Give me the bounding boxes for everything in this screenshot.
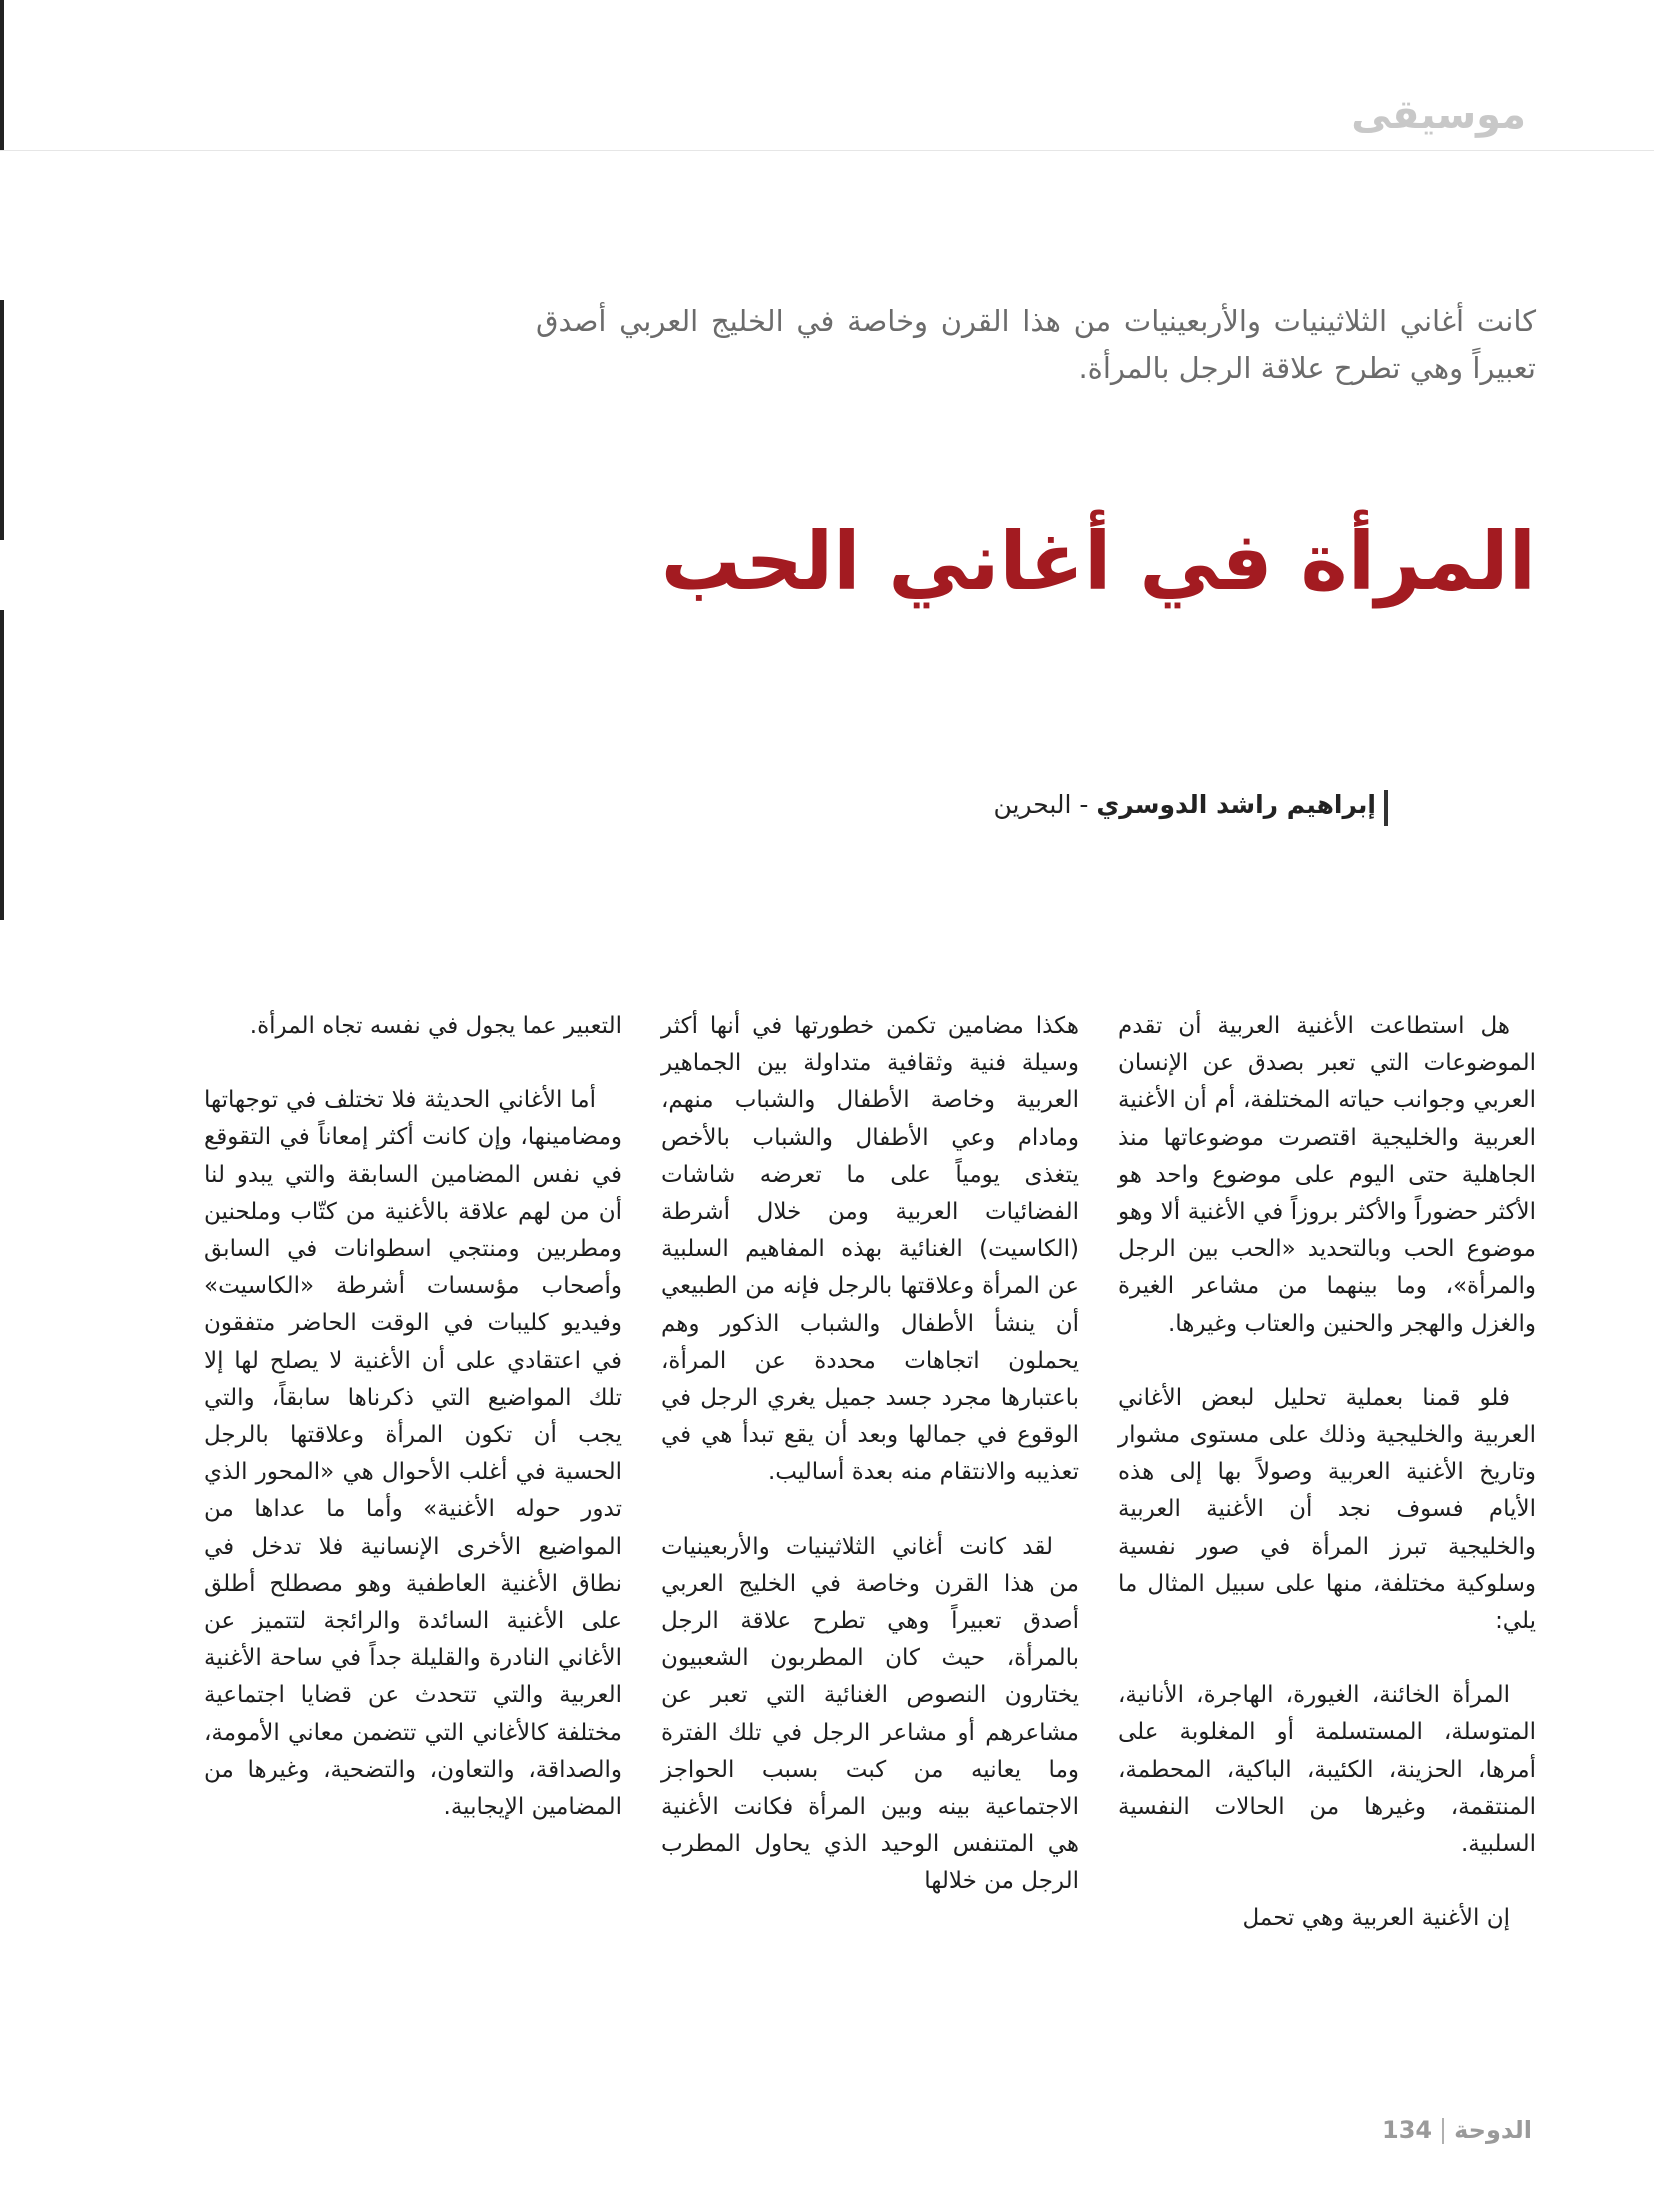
page-number: 134 <box>1382 2116 1433 2144</box>
paragraph: لقد كانت أغاني الثلاثينيات والأربعينيات من هذا القرن وخاصة في الخليج العربي أصدق تعبيراً وهي تطرح علاقة الرجل بالمرأة، حيث كان المطربون الشعبيون يختارون النصوص الغنائية التي تعبر عن مشاعرهم أو مشاعر الرجل في تلك الفترة وما يعانيه من كبت بسبب الحواجز الاجتماعية بينه وبين المرأة فكانت الأغنية هي المتنفس الوحيد الذي يحاول المطرب الرجل من خلالها <box>661 1533 1079 1895</box>
page-edge-bar <box>0 0 4 150</box>
footer-divider <box>1442 2118 1444 2144</box>
page-edge-bar <box>0 300 4 540</box>
article-title: المرأة في أغاني الحب <box>660 515 1536 608</box>
article-column-1 <box>1118 1008 1536 1974</box>
paragraph: هل استطاعت الأغنية العربية أن تقدم الموضوعات التي تعبر بصدق عن الإنسان العربي وجوانب حياته المختلفة، أم أن الأغنية العربية والخليجية اقتصرت موضوعاتها منذ الجاهلية حتى اليوم على موضوع واحد هو الأكثر حضوراً والأكثر بروزاً في الأغنية ألا وهو موضوع الحب وبالتحديد «الحب بين الرجل والمرأة»، وما بينهما من مشاعر الغيرة والغزل والهجر والحنين والعتاب وغيرها. <box>1118 1013 1536 1337</box>
article-standfirst: كانت أغاني الثلاثينيات والأربعينيات من هذا القرن وخاصة في الخليج العربي أصدق تعبيراً وهي تطرح علاقة الرجل بالمرأة. <box>536 304 1536 385</box>
magazine-name: الدوحة <box>1454 2116 1532 2144</box>
article-column-2 <box>661 1008 1079 1938</box>
page-footer <box>1382 2116 1532 2144</box>
paragraph: التعبير عما يجول في نفسه تجاه المرأة. <box>249 1013 622 1039</box>
paragraph: فلو قمنا بعملية تحليل لبعض الأغاني العربية والخليجية وذلك على مستوى مشوار وتاريخ الأغنية العربية وصولاً بها إلى هذه الأيام فسوف نجد أن الأغنية العربية والخليجية تبرز المرأة في صور نفسية وسلوكية مختلفة، منها على سبيل المثال ما يلي: <box>1118 1384 1536 1635</box>
paragraph: هكذا مضامين تكمن خطورتها في أنها أكثر وسيلة فنية وثقافية متداولة بين الجماهير العربية وخاصة الأطفال والشباب منهم، ومادام وعي الأطفال والشباب بالأخص يتغذى يومياً على ما تعرضه شاشات الفضائيات العربية ومن خلال أشرطة (الكاسيت) الغنائية بهذه المفاهيم السلبية عن المرأة وعلاقتها بالرجل فإنه من الطبيعي أن ينشأ الأطفال والشباب الذكور وهم يحملون اتجاهات محددة عن المرأة، باعتبارها مجرد جسد جميل يغري الرجل في الوقوع في جمالها وبعد أن يقع تبدأ هي في تعذيبه والانتقام منه بعدة أساليب. <box>661 1013 1079 1486</box>
section-label: موسيقى <box>1351 92 1526 138</box>
paragraph: المرأة الخائنة، الغيورة، الهاجرة، الأنانية، المتوسلة، المستسلمة أو المغلوبة على أمرها، الحزينة، الكئيبة، الباكية، المحطمة، المنتقمة، وغيرها من الحالات النفسية السلبية. <box>1118 1682 1536 1858</box>
article-column-3 <box>204 1008 622 1863</box>
paragraph: أما الأغاني الحديثة فلا تختلف في توجهاتها ومضامينها، وإن كانت أكثر إمعاناً في التقوقع في نفس المضامين السابقة والتي يبدو لنا أن من لهم علاقة بالأغنية من كتّاب وملحنين ومطربين ومنتجي اسطوانات في السابق وأصحاب مؤسسات أشرطة «الكاسيت» وفيديو كليبات في الوقت الحاضر متفقون في اعتقادي على أن الأغنية لا يصلح لها إلا تلك المواضيع التي ذكرناها سابقاً، والتي يجب أن تكون المرأة وعلاقتها بالرجل الحسية في أغلب الأحوال هي «المحور الذي تدور حوله الأغنية» وأما ما عداها من المواضيع الأخرى الإنسانية فلا تدخل في نطاق الأغنية العاطفية وهو مصطلح أطلق على الأغنية السائدة والرائجة لتتميز عن الأغاني النادرة والقليلة جداً في ساحة الأغنية العربية والتي تتحدث عن قضايا اجتماعية مختلفة كالأغاني التي تتضمن معاني الأمومة، والصداقة، والتعاون، والتضحية، وغيرها من المضامين الإيجابية. <box>204 1087 622 1821</box>
byline <box>993 790 1376 819</box>
paragraph: إن الأغنية العربية وهي تحمل <box>1242 1905 1510 1932</box>
author-name: إبراهيم راشد الدوسري <box>1096 790 1376 819</box>
header-rule <box>0 150 1654 151</box>
byline-divider <box>1384 790 1388 826</box>
author-country: - البحرين <box>993 790 1089 819</box>
page-edge-bar <box>0 610 4 920</box>
